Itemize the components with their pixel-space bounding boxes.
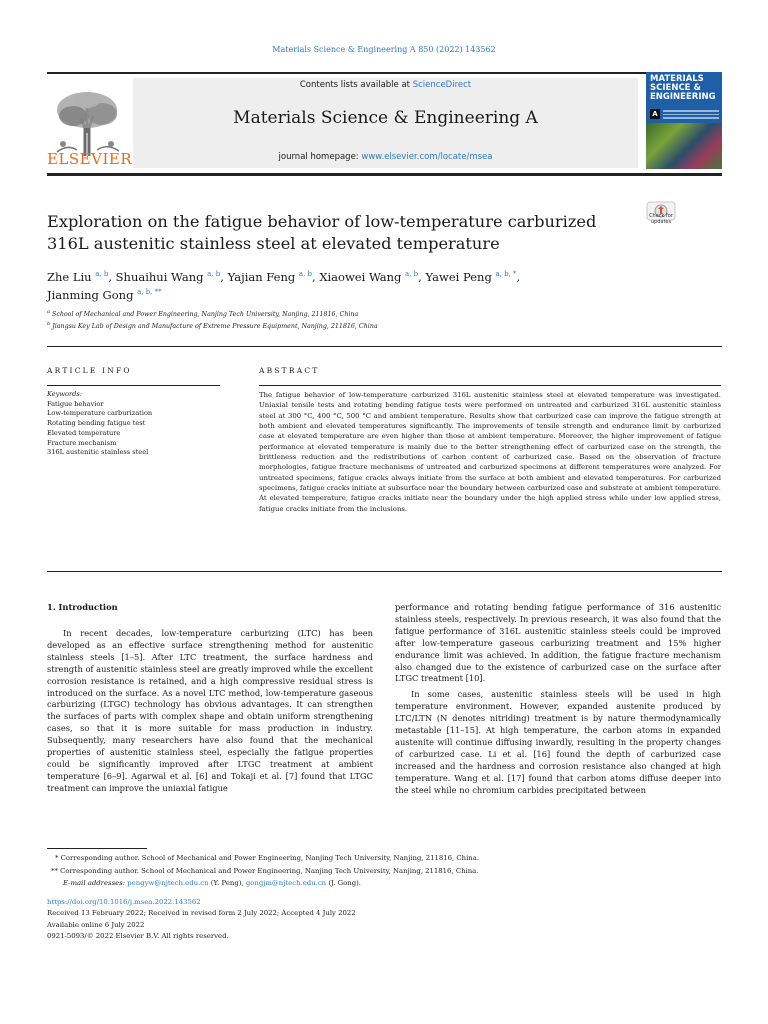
intro-left-column xyxy=(47,628,373,795)
footnote-emails: E-mail addresses: pengyw@njtech.edu.cn (Y. Peng), gongjm@njtech.edu.cn (J. Gong). xyxy=(63,879,361,887)
keyword: Rotating bending fatigue test xyxy=(47,419,146,428)
divider xyxy=(47,346,722,347)
keyword: Low-temperature carburization xyxy=(47,409,153,418)
journal-title: Materials Science & Engineering A xyxy=(233,108,538,128)
introduction-heading: 1. Introduction xyxy=(47,602,118,612)
abstract-rule xyxy=(259,385,721,386)
sciencedirect-link[interactable]: ScienceDirect xyxy=(412,80,472,90)
paragraph: In recent decades, low-temperature carburizing (LTC) has been developed as an effective surface strengthening method for austenitic stainless steels [1–5]. After LTC treatment, the surface hardness and strength of austenitic stainless steel are greatly improved while the excellent corrosion resistance is retained, and a high compressive residual stress is introduced on the surface. As a novel LTC method, low-temperature gaseous carburizing (LTGC) technology has obvious advantages. It can strengthen the surfaces of parts with complex shape and obtain uniform strengthening cases, so that it is more suitable for mass production in industry. Subsequently, many researchers have also found that the mechanical properties of austenitic stainless steel, especially the fatigue properties could be significantly improved after LTGC treatment at ambient temperature [6–9]. Agarwal et al. [6] and Tokaji et al. [7] found that LTGC treatment can improve the uniaxial fatigue xyxy=(47,628,373,793)
author[interactable]: Shuaihui Wang $^{a, b}$ xyxy=(115,270,221,284)
homepage-prefix: journal homepage: xyxy=(278,152,362,162)
affiliation-b: $^b$ Jiangsu Key Lab of Design and Manufacture of Extreme Pressure Equipment, Nanjing, 211816, China xyxy=(47,321,378,330)
intro-right-column xyxy=(395,602,721,797)
email-link[interactable]: gongjm@njtech.edu.cn xyxy=(245,879,327,887)
keywords-label: Keywords: xyxy=(47,390,82,398)
keyword: Fatigue behavior xyxy=(47,399,104,408)
footnote-rule xyxy=(47,848,147,849)
cover-letter: A xyxy=(650,109,660,119)
journal-reference[interactable]: Materials Science & Engineering A 850 (2022) 143562 xyxy=(272,45,496,54)
homepage-line xyxy=(133,152,638,162)
cover-title: MATERIALS SCIENCE & ENGINEERING xyxy=(650,74,716,102)
author[interactable]: Jianming Gong $^{a, b, **}$ xyxy=(47,288,162,302)
masthead-bottom-rule xyxy=(47,173,722,176)
contents-line xyxy=(133,80,638,90)
paragraph: performance and rotating bending fatigue performance of 316 austenitic stainless steels, respectively. In previous research, it was also found that the fatigue performance of 316L austenitic stainless steels could be improved after low-temperature gaseous carburizing treatment and 15% higher endurance limit was achieved. In addition, the fatigue fracture mechanism also changed due to the existence of carburized case on the surface after LTGC treatment [10]. xyxy=(395,602,721,684)
article-info-heading: ARTICLE INFO xyxy=(47,366,132,375)
article-info-rule xyxy=(47,385,220,386)
received-dates: Received 13 February 2022; Received in revised form 2 July 2022; Accepted 4 July 2022 xyxy=(47,909,356,918)
footnote-corresponding-1: * Corresponding author. School of Mechanical and Power Engineering, Nanjing Tech University, Nanjing, 211816, China. xyxy=(55,854,480,862)
homepage-link[interactable]: www.elsevier.com/locate/msea xyxy=(361,152,493,162)
check-for-updates-label xyxy=(640,213,682,225)
abstract-text: The fatigue behavior of low-temperature carburized 316L austenitic stainless steel at elevated temperature was investigated. Uniaxial tensile tests and rotating bending fatigue tests were performed on untreated and carburized 316L austenitic stainless steel at 300 °C, 400 °C, 500 °C and ambient temperature. Results show that carburized case can improve the fatigue strength at both ambient and elevated temperatures significantly. The improvements of tensile strength and endurance limit by carburized case at elevated temperature are even higher than those at ambient temperature. Moreover, the higher improvement of fatigue performance at elevated temperature is mainly due to the better strengthening effect of carburized case on the strength, the brittleness reduction and the redistributions of carbon content of carburized case. Based on the observation of fracture morphologies, fatigue fracture mechanisms of untreated and carburized specimens at different temperatures were analyzed. For untreated specimens, fatigue cracks always initiate from the surface at both ambient and elevated temperatures. For carburized specimens, fatigue cracks initiate at subsurface near the boundary between carburized case and substrate at ambient temperature. At elevated temperature, fatigue cracks initiate near the boundary under the high applied stress while under low applied stress, fatigue cracks initiate from the inclusions. xyxy=(259,391,721,513)
badge-line-2: updates xyxy=(650,219,672,225)
badge-line-1: Check for xyxy=(649,213,673,219)
paragraph: In some cases, austenitic stainless steels will be used in high temperature environment. However, expanded austenite produced by LTC/LTN (N denotes nitriding) treatment is by nature thermodynamically metastable [11–15]. At high temperature, the carbon atoms in expanded austenite will continue diffusing inwardly, resulting in the property changes of carburized case. Li et al. [16] found the depth of carburized case increased and the hardness and corrosion resistance also changed at high temperature. Wang et al. [17] found that carbon atoms diffuse deeper into the steel while no chromium carbides precipitated between xyxy=(395,689,721,795)
cover-subtitle-lines xyxy=(663,110,719,121)
paper-title: Exploration on the fatigue behavior of low-temperature carburized 316L austenitic stainless steel at elevated temperature xyxy=(47,212,597,253)
author[interactable]: Yajian Feng $^{a, b}$ xyxy=(227,270,312,284)
elsevier-wordmark: ELSEVIER xyxy=(47,150,133,168)
affiliation-a: $^a$ School of Mechanical and Power Engineering, Nanjing Tech University, Nanjing, 211816, China xyxy=(47,309,359,318)
keywords-list xyxy=(47,390,247,458)
doi-link[interactable]: https://doi.org/10.1016/j.msea.2022.143562 xyxy=(47,898,201,906)
author[interactable]: Xiaowei Wang $^{a, b}$ xyxy=(319,270,419,284)
divider xyxy=(47,571,722,572)
cover-artwork xyxy=(646,123,722,169)
keyword: Elevated temperature xyxy=(47,428,121,437)
copyright: 0921-5093/© 2022 Elsevier B.V. All rights reserved. xyxy=(47,932,229,941)
author-list: Zhe Liu $^{a, b}$, Shuaihui Wang $^{a, b}$, Yajian Feng $^{a, b}$, Xiaowei Wang $^{a, b}$, Yawei Peng $^{a, b, *}$, Jianming Gong $^{a, b, **}$ xyxy=(47,270,521,302)
available-online: Available online 6 July 2022 xyxy=(47,920,145,929)
keyword: Fracture mechanism xyxy=(47,438,117,447)
article-metadata xyxy=(47,897,727,943)
masthead-top-rule xyxy=(47,72,722,74)
email-link[interactable]: pengyw@njtech.edu.cn xyxy=(127,879,209,887)
contents-prefix: Contents lists available at xyxy=(299,80,413,90)
abstract-heading: ABSTRACT xyxy=(259,366,320,375)
footnotes xyxy=(47,852,727,890)
email-label: E-mail addresses: xyxy=(63,879,128,887)
author[interactable]: Zhe Liu $^{a, b}$ xyxy=(47,270,109,284)
journal-cover-thumbnail[interactable] xyxy=(646,72,722,169)
keyword: 316L austenitic stainless steel xyxy=(47,448,149,457)
footnote-corresponding-2: ** Corresponding author. School of Mechanical and Power Engineering, Nanjing Tech University, Nanjing, 211816, China. xyxy=(51,866,479,875)
author[interactable]: Yawei Peng $^{a, b, *}$ xyxy=(425,270,517,284)
